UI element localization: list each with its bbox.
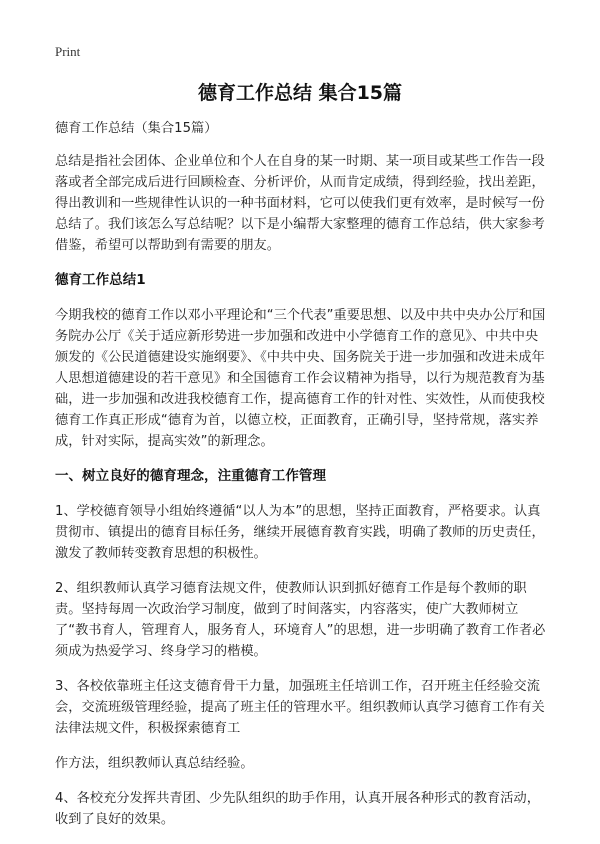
list-item: 1、学校德育领导小组始终遵循“以人为本”的思想，坚持正面教育，严格要求。认真贯彻市、镇提出的德育目标任务，继续开展德育教育实践，明确了教师的历史责任，激发了教师转变教育思想的积极性。	[55, 504, 545, 561]
list-item: 2、组织教师认真学习德育法规文件，使教师认识到抓好德育工作是每个教师的职责。坚持每周一次政治学习制度，做到了时间落实，内容落实，使广大教师树立了“教书育人，管理育人，服务育人，环境育人”的思想，进一步明确了教育工作者必须成为热爱学习、终身学习的楷模。	[55, 581, 546, 659]
intro-paragraph: 总结是指社会团体、企业单位和个人在自身的某一时期、某一项目或某些工作告一段落或者全部完成后进行回顾检查、分析评价，从而肯定成绩，得到经验，找出差距，得出教训和一些规律性认识的一种书面材料，它可以使我们更有效率，是时候写一份总结了。我们该怎么写总结呢？以下是小编帮大家整理的德育工作总结，供大家参考借鉴，希望可以帮助到有需要的朋友。	[55, 154, 545, 253]
sub-heading: 一、树立良好的德育理念，注重德育工作管理	[55, 468, 326, 484]
list-item-continuation: 作方法，组织教师认真总结经验。	[55, 756, 254, 771]
article-subtitle: 德育工作总结（集合15篇）	[55, 121, 218, 136]
print-link[interactable]: Print	[55, 44, 81, 59]
page-title: 德育工作总结 集合15篇	[197, 82, 403, 104]
section-heading: 德育工作总结1	[55, 272, 146, 288]
list-item: 4、各校充分发挥共青团、少先队组织的助手作用，认真开展各种形式的教育活动，收到了良好的效果。	[55, 791, 540, 827]
section-paragraph: 今期我校的德育工作以邓小平理论和“三个代表”重要思想、以及中共中央办公厅和国务院办公厅《关于适应新形势进一步加强和改进中小学德育工作的意见》、中共中央颁发的《公民道德建设实施纲要》、《中共中央、国务院关于进一步加强和改进未成年人思想道德建设的若干意见》和全国德育工作会议精神为指导，以行为规范教育为基础，进一步加强和改进我校德育工作，提高德育工作的针对性、实效性，从而使我校德育工作真正形成“德育为首，以德立校，正面教育，正确引导，坚持常规，落实养成，针对实际，提高实效”的新理念。	[55, 308, 546, 449]
list-item: 3、各校依靠班主任这支德育骨干力量，加强班主任培训工作，召开班主任经验交流会，交流班级管理经验，提高了班主任的管理水平。组织教师认真学习德育工作有关法律法规文件，积极探索德育工	[55, 679, 545, 736]
article-body	[55, 118, 547, 844]
